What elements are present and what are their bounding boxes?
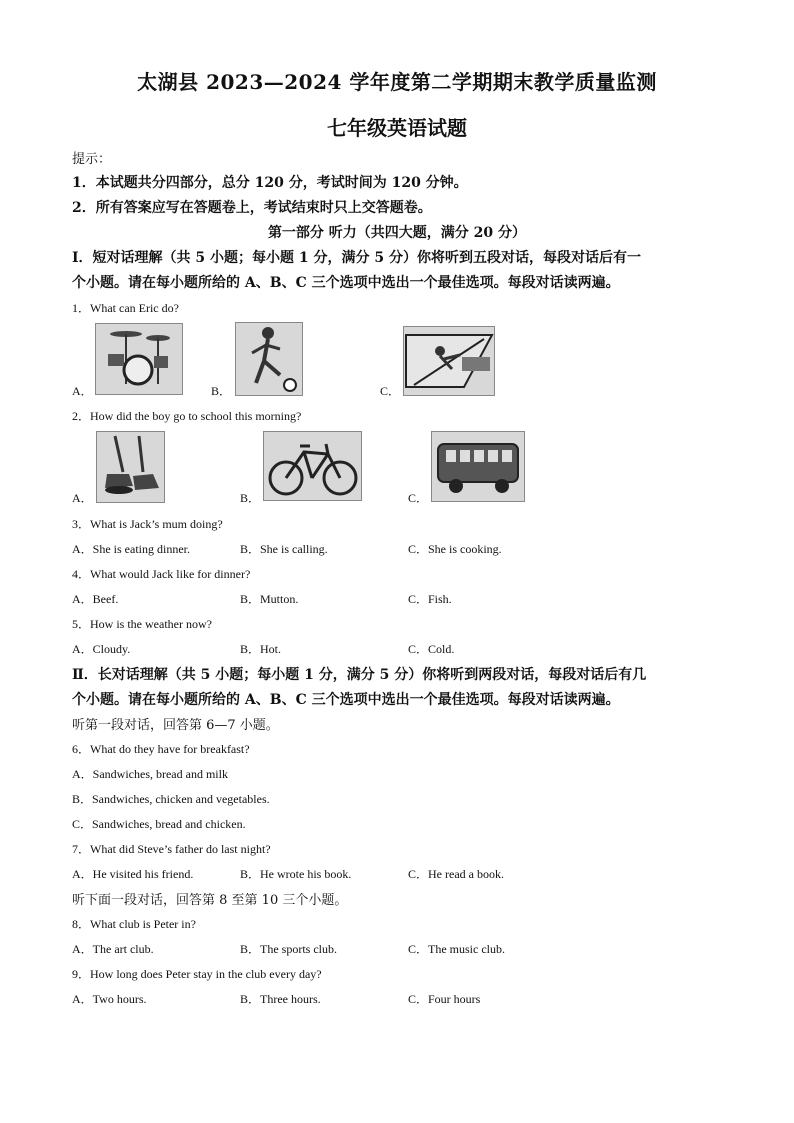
q7-option-c: C．He read a book. [408,867,504,881]
q5-option-a: A．Cloudy. [72,642,131,656]
q8-option-a: A．The art club. [72,942,154,956]
question-3: 3．What is Jack’s mum doing? [72,517,223,531]
q4-option-b: B．Mutton. [240,592,299,606]
tips-label: 提示： [72,152,112,167]
dialog1-note: 听第一段对话，回答第 6—7 小题。 [72,718,279,733]
q1-option-c: C． [380,384,401,398]
q7-option-b: B．He wrote his book. [240,867,352,881]
question-1: 1．What can Eric do? [72,301,179,315]
question-6: 6．What do they have for breakfast? [72,742,250,756]
q6-option-c: C．Sandwiches, bread and chicken. [72,817,246,831]
q9-option-b: B．Three hours. [240,992,321,1006]
question-9: 9．How long does Peter stay in the club every day? [72,967,322,981]
section2-heading-line2: 个小题。请在每小题所给的 A、B、C 三个选项中选出一个最佳选项。每段对话读两遍。 [72,692,620,708]
q6-option-b: B．Sandwiches, chicken and vegetables. [72,792,270,806]
q1-option-b: B． [211,384,232,398]
q3-option-a: A．She is eating dinner. [72,542,190,556]
q4-option-c: C．Fish. [408,592,452,606]
walking-feet-icon [96,431,165,503]
q6-option-a: A．Sandwiches, bread and milk [72,767,228,781]
q9-option-c: C．Four hours [408,992,481,1006]
tip-1: 1．本试题共分四部分，总分 120 分，考试时间为 120 分钟。 [72,175,468,191]
dialog2-note: 听下面一段对话，回答第 8 至第 10 三个小题。 [72,893,348,908]
section2-heading-line1: Ⅱ．长对话理解（共 5 小题；每小题 1 分，满分 5 分）你将听到两段对话，每段对话后有几 [72,667,647,683]
drum-kit-icon [95,323,183,395]
tip-2: 2．所有答案应写在答题卷上，考试结束时只上交答题卷。 [72,200,432,216]
q3-option-b: B．She is calling. [240,542,328,556]
q2-option-c: C． [408,491,429,505]
q5-option-c: C．Cold. [408,642,455,656]
bus-icon [431,431,525,502]
q9-option-a: A．Two hours. [72,992,147,1006]
exam-subtitle: 七年级英语试题 [327,116,467,140]
question-7: 7．What did Steve’s father do last night? [72,842,271,856]
q7-option-a: A．He visited his friend. [72,867,194,881]
section1-heading-line2: 个小题。请在每小题所给的 A、B、C 三个选项中选出一个最佳选项。每段对话读两遍。 [72,275,620,291]
q2-option-b: B． [240,491,261,505]
part1-title: 第一部分 听力（共四大题，满分 20 分） [267,225,527,241]
question-4: 4．What would Jack like for dinner? [72,567,251,581]
soccer-player-icon [235,322,303,396]
section1-heading-line1: Ⅰ．短对话理解（共 5 小题；每小题 1 分，满分 5 分）你将听到五段对话，每段对话后有一 [72,250,642,266]
q8-option-b: B．The sports club. [240,942,337,956]
question-2: 2．How did the boy go to school this morning? [72,409,302,423]
question-5: 5．How is the weather now? [72,617,212,631]
q5-option-b: B．Hot. [240,642,282,656]
question-8: 8．What club is Peter in? [72,917,196,931]
bicycle-icon [263,431,362,501]
swimmer-icon [403,326,495,396]
q1-option-a: A． [72,384,93,398]
q4-option-a: A．Beef. [72,592,119,606]
q8-option-c: C．The music club. [408,942,505,956]
q3-option-c: C．She is cooking. [408,542,502,556]
q2-option-a: A． [72,491,93,505]
exam-title: 太湖县 2023—2024 学年度第二学期期末教学质量监测 [137,70,657,94]
